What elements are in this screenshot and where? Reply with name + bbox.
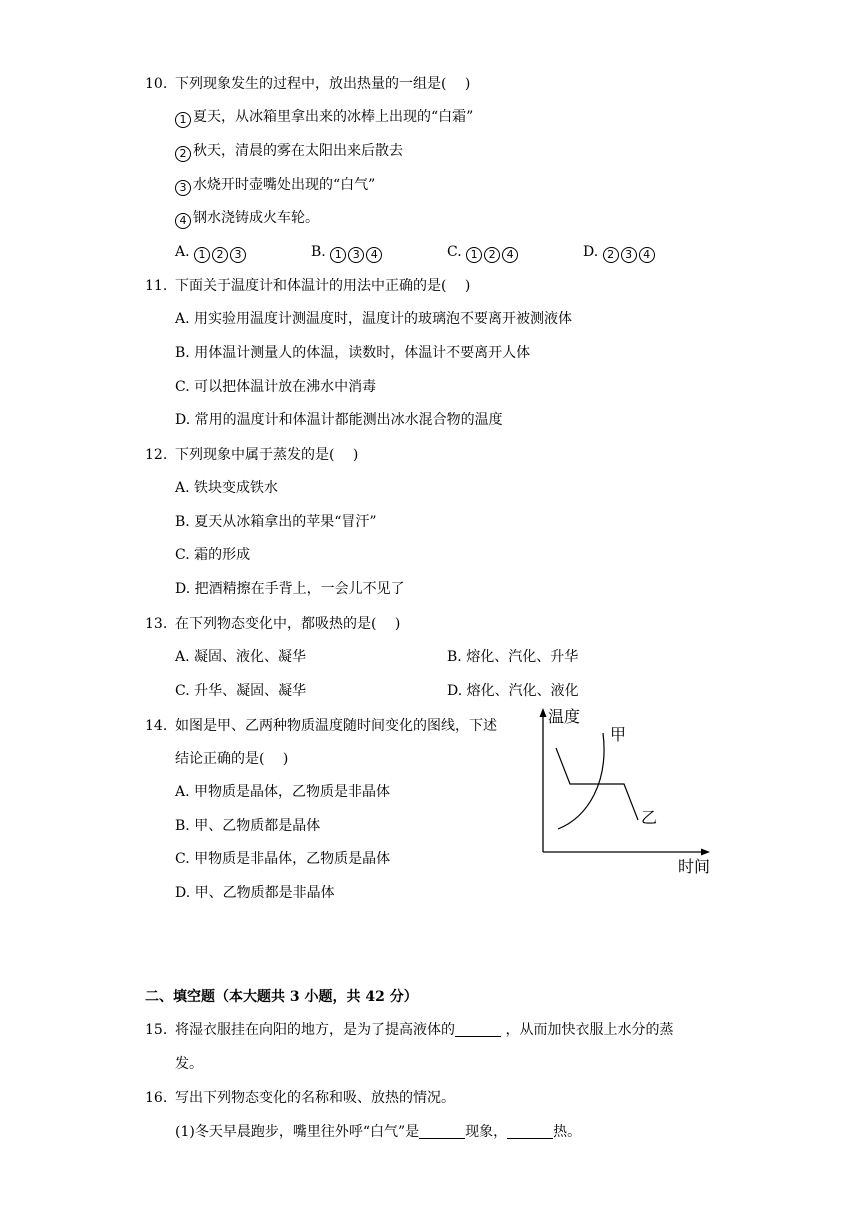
sub-question xyxy=(175,1122,581,1142)
circled-number: 4 xyxy=(175,213,191,229)
x-axis-label: 时间 xyxy=(678,857,711,876)
answer-blank[interactable] xyxy=(455,1022,501,1037)
option-label: C. xyxy=(447,244,462,260)
circled-number: 2 xyxy=(484,247,500,263)
sub-question-text: (1)冬天早晨跑步，嘴里往外呼“白气”是 xyxy=(175,1124,420,1140)
option-d[interactable]: D. 熔化、汽化、液化 xyxy=(447,683,579,699)
option-c[interactable] xyxy=(447,242,520,263)
option-c[interactable]: C. 甲物质是非晶体，乙物质是晶体 xyxy=(175,851,391,867)
statement-text: 夏天，从冰箱里拿出来的冰棒上出现的“白霜” xyxy=(193,109,474,125)
option-a[interactable]: A. 用实验用温度计测温度时，温度计的玻璃泡不要离开被测液体 xyxy=(175,311,573,327)
option-b[interactable]: B. 熔化、汽化、升华 xyxy=(447,649,579,665)
question-number: 14. xyxy=(145,718,168,734)
option-label: D. xyxy=(583,244,599,260)
option-a[interactable]: A. 铁块变成铁水 xyxy=(175,480,279,496)
circled-number: 1 xyxy=(330,247,346,263)
statement-item xyxy=(175,175,375,196)
option-d[interactable]: D. 甲、乙物质都是非晶体 xyxy=(175,885,335,901)
question-number: 15. xyxy=(145,1022,168,1038)
option-label: B. xyxy=(311,244,326,260)
option-label: A. xyxy=(175,244,190,260)
circled-number: 3 xyxy=(175,180,191,196)
circled-number: 4 xyxy=(366,247,382,263)
statement-item xyxy=(175,208,319,229)
option-d[interactable]: D. 把酒精擦在手背上，一会儿不见了 xyxy=(175,581,405,597)
option-d[interactable] xyxy=(583,242,657,263)
option-b[interactable]: B. 用体温计测量人的体温，读数时，体温计不要离开人体 xyxy=(175,345,531,361)
y-axis-arrow xyxy=(540,708,547,717)
question-stem: 写出下列物态变化的名称和吸、放热的情况。 xyxy=(175,1090,455,1106)
question-stem: 下面关于温度计和体温计的用法中正确的是( ) xyxy=(175,278,471,294)
circled-number: 2 xyxy=(603,247,619,263)
question-stem: 下列现象中属于蒸发的是( ) xyxy=(175,447,359,463)
circled-number: 3 xyxy=(230,247,246,263)
curve-yi xyxy=(556,748,638,820)
option-a[interactable]: A. 甲物质是晶体，乙物质是非晶体 xyxy=(175,784,391,800)
stem-text: 将湿衣服挂在向阳的地方，是为了提高液体的 xyxy=(175,1022,455,1038)
question-stem-continued: 结论正确的是( ) xyxy=(175,751,289,767)
temperature-time-graph xyxy=(530,700,730,885)
curve-jia-label: 甲 xyxy=(610,725,627,744)
question-stem xyxy=(175,1020,673,1040)
circled-number: 1 xyxy=(194,247,210,263)
circled-number: 3 xyxy=(621,247,637,263)
sub-question-text: 热。 xyxy=(553,1124,582,1140)
circled-number: 2 xyxy=(175,146,191,162)
option-b[interactable]: B. 甲、乙物质都是晶体 xyxy=(175,818,321,834)
statement-text: 秋天，清晨的雾在太阳出来后散去 xyxy=(193,143,403,159)
option-c[interactable]: C. 升华、凝固、凝华 xyxy=(175,683,307,699)
question-number: 13. xyxy=(145,616,168,632)
y-axis-label: 温度 xyxy=(548,707,581,726)
option-b[interactable] xyxy=(311,242,384,263)
circled-number: 3 xyxy=(348,247,364,263)
curve-jia xyxy=(558,733,604,829)
section-title: 二、填空题（本大题共 3 小题，共 42 分） xyxy=(145,989,418,1005)
statement-item xyxy=(175,107,473,128)
question-stem: 下列现象发生的过程中，放出热量的一组是( ) xyxy=(175,76,471,92)
option-d[interactable]: D. 常用的温度计和体温计都能测出冰水混合物的温度 xyxy=(175,412,503,428)
question-stem: 如图是甲、乙两种物质温度随时间变化的图线，下述 xyxy=(175,718,497,734)
option-b[interactable]: B. 夏天从冰箱拿出的苹果“冒汗” xyxy=(175,514,377,530)
option-a[interactable]: A. 凝固、液化、凝华 xyxy=(175,649,307,665)
statement-text: 钢水浇铸成火车轮。 xyxy=(193,210,319,226)
option-c[interactable]: C. 可以把体温计放在沸水中消毒 xyxy=(175,379,377,395)
question-number: 12. xyxy=(145,447,168,463)
circled-number: 1 xyxy=(175,112,191,128)
circled-number: 4 xyxy=(502,247,518,263)
option-a[interactable] xyxy=(175,242,248,263)
question-stem: 在下列物态变化中，都吸热的是( ) xyxy=(175,616,401,632)
answer-blank[interactable] xyxy=(507,1124,553,1139)
answer-blank[interactable] xyxy=(419,1124,465,1139)
statement-text: 水烧开时壶嘴处出现的“白气” xyxy=(193,177,376,193)
question-stem-continued: 发。 xyxy=(175,1056,203,1072)
sub-question-text: 现象， xyxy=(465,1124,508,1140)
circled-number: 2 xyxy=(212,247,228,263)
circled-number: 4 xyxy=(639,247,655,263)
curve-yi-label: 乙 xyxy=(641,808,658,827)
question-number: 11. xyxy=(145,278,168,294)
stem-text: ，从而加快衣服上水分的蒸 xyxy=(505,1022,674,1038)
question-number: 16. xyxy=(145,1090,168,1106)
statement-item xyxy=(175,141,403,162)
x-axis-arrow xyxy=(701,849,710,856)
option-c[interactable]: C. 霜的形成 xyxy=(175,547,251,563)
circled-number: 1 xyxy=(466,247,482,263)
question-number: 10. xyxy=(145,76,168,92)
